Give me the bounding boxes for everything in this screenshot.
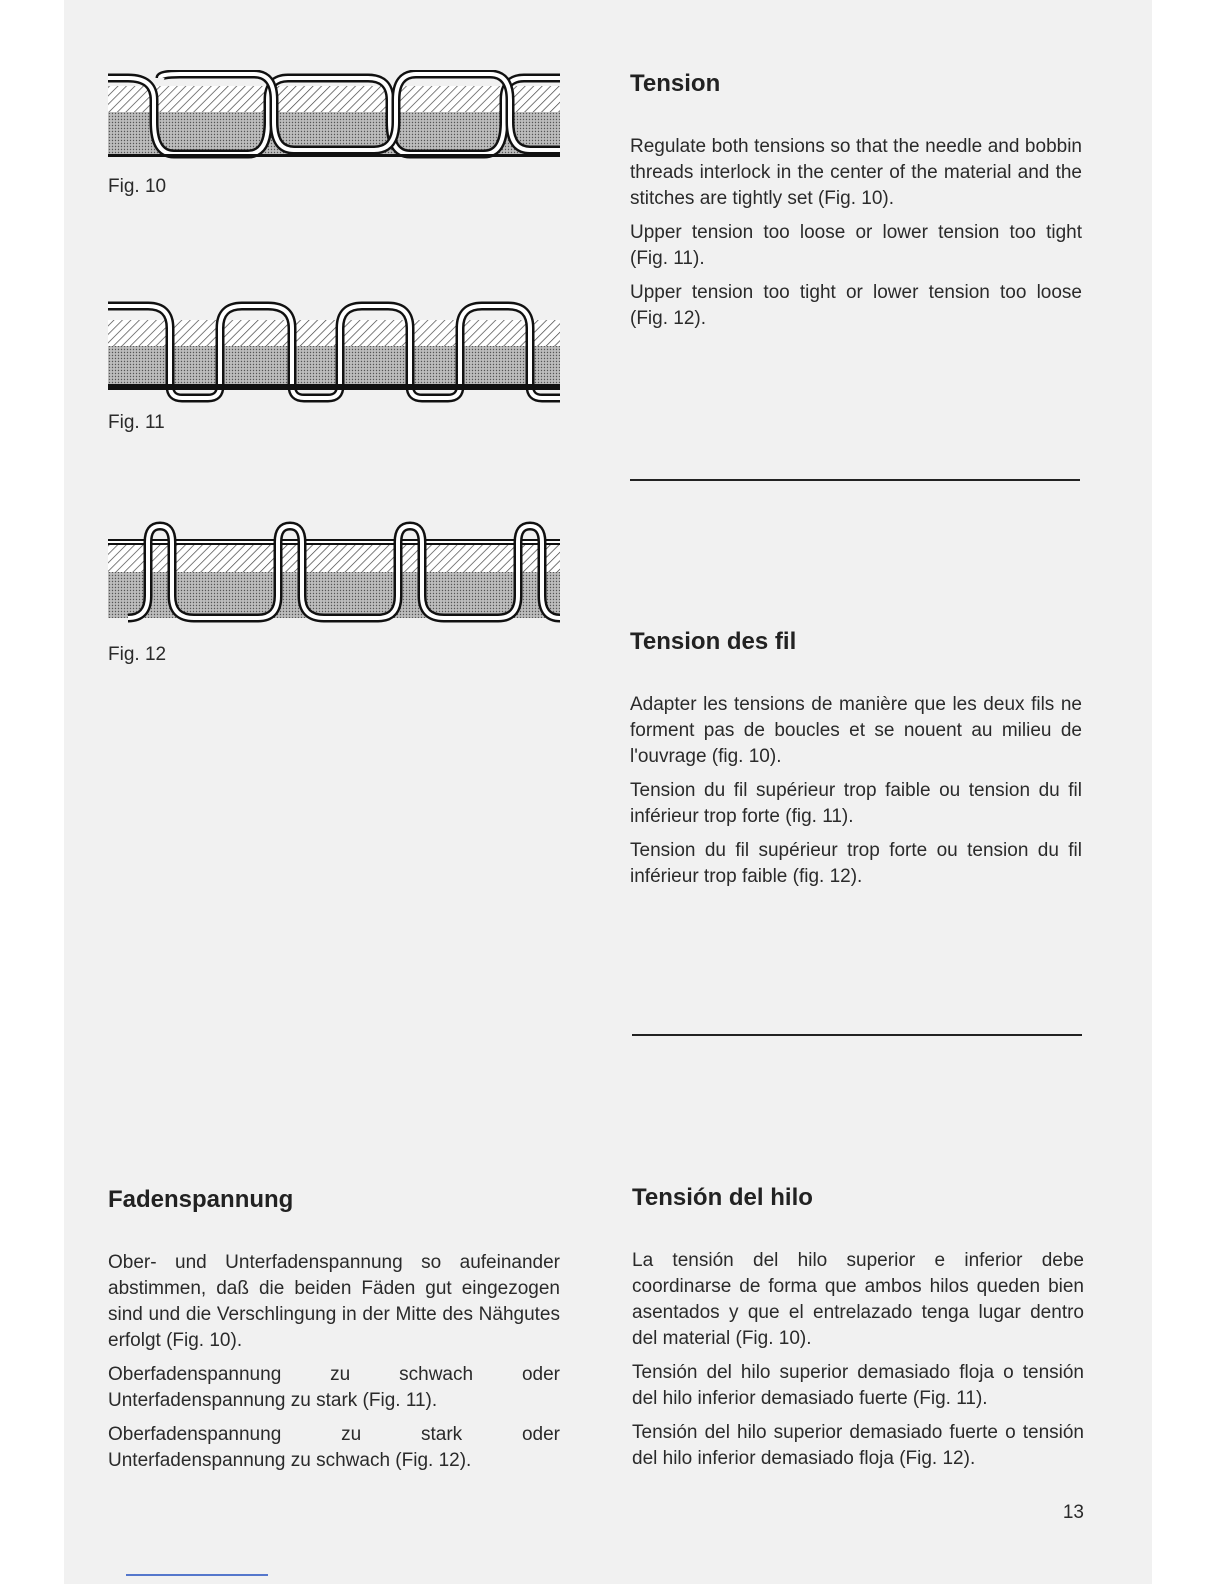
paragraph: Tension du fil supérieur trop faible ou tension du fil inférieur trop forte (fig. 11). [630, 780, 1082, 827]
heading-tension: Tension [630, 70, 721, 97]
figure-10-caption: Fig. 10 [108, 176, 167, 197]
heading-tension-del-hilo: Tensión del hilo [632, 1184, 813, 1211]
paragraph: Adapter les tensions de manière que les deux fils ne forment pas de boucles et se nouent au milieu de l'ouvrage (fig. 10). [630, 694, 1082, 767]
paragraph: La tensión del hilo superior e inferior debe coordinarse de forma que ambos hilos queden bien asentados y que el entrelazado tenga lugar dentro del material (Fig. 10). [632, 1250, 1084, 1349]
paragraph: Tension du fil supérieur trop forte ou tension du fil inférieur trop faible (fig. 12). [630, 840, 1082, 887]
paragraph: Regulate both tensions so that the needle and bobbin threads interlock in the center of the material and the stitches are tightly set (Fig. 10). [630, 136, 1082, 209]
section-english [630, 70, 1082, 340]
paragraph: Oberfadenspannung zu schwach oder Unterfadenspannung zu stark (Fig. 11). [108, 1364, 560, 1411]
figure-11-upper-loose [108, 300, 560, 404]
section-spanish [632, 1184, 1084, 1480]
heading-fadenspannung: Fadenspannung [108, 1186, 294, 1213]
paragraph: Ober- und Unterfadenspannung so aufeinander abstimmen, daß die beiden Fäden gut eingezogen sind und die Verschlingung in der Mitte des Nähgutes erfolgt (Fig. 10). [108, 1252, 560, 1351]
paragraph: Upper tension too tight or lower tension too loose (Fig. 12). [630, 282, 1082, 329]
section-divider [630, 479, 1080, 481]
section-german [108, 1186, 560, 1482]
paragraph: Tensión del hilo superior demasiado floja o tensión del hilo inferior demasiado fuerte (Fig. 11). [632, 1362, 1084, 1409]
figure-10-balanced-stitch [108, 70, 560, 160]
figure-12-upper-tight [108, 520, 560, 624]
figure-12-caption: Fig. 12 [108, 644, 167, 665]
paragraph: Upper tension too loose or lower tension too tight (Fig. 11). [630, 222, 1082, 269]
paragraph: Oberfadenspannung zu stark oder Unterfadenspannung zu schwach (Fig. 12). [108, 1424, 560, 1471]
figure-11-caption: Fig. 11 [108, 412, 165, 433]
page-number: 13 [1062, 1502, 1084, 1523]
heading-tension-des-fil: Tension des fil [630, 628, 797, 655]
section-divider [632, 1034, 1082, 1036]
paragraph: Tensión del hilo superior demasiado fuerte o tensión del hilo inferior demasiado floja (Fig. 12). [632, 1422, 1084, 1469]
section-french [630, 628, 1082, 898]
link-underline [126, 1574, 268, 1576]
